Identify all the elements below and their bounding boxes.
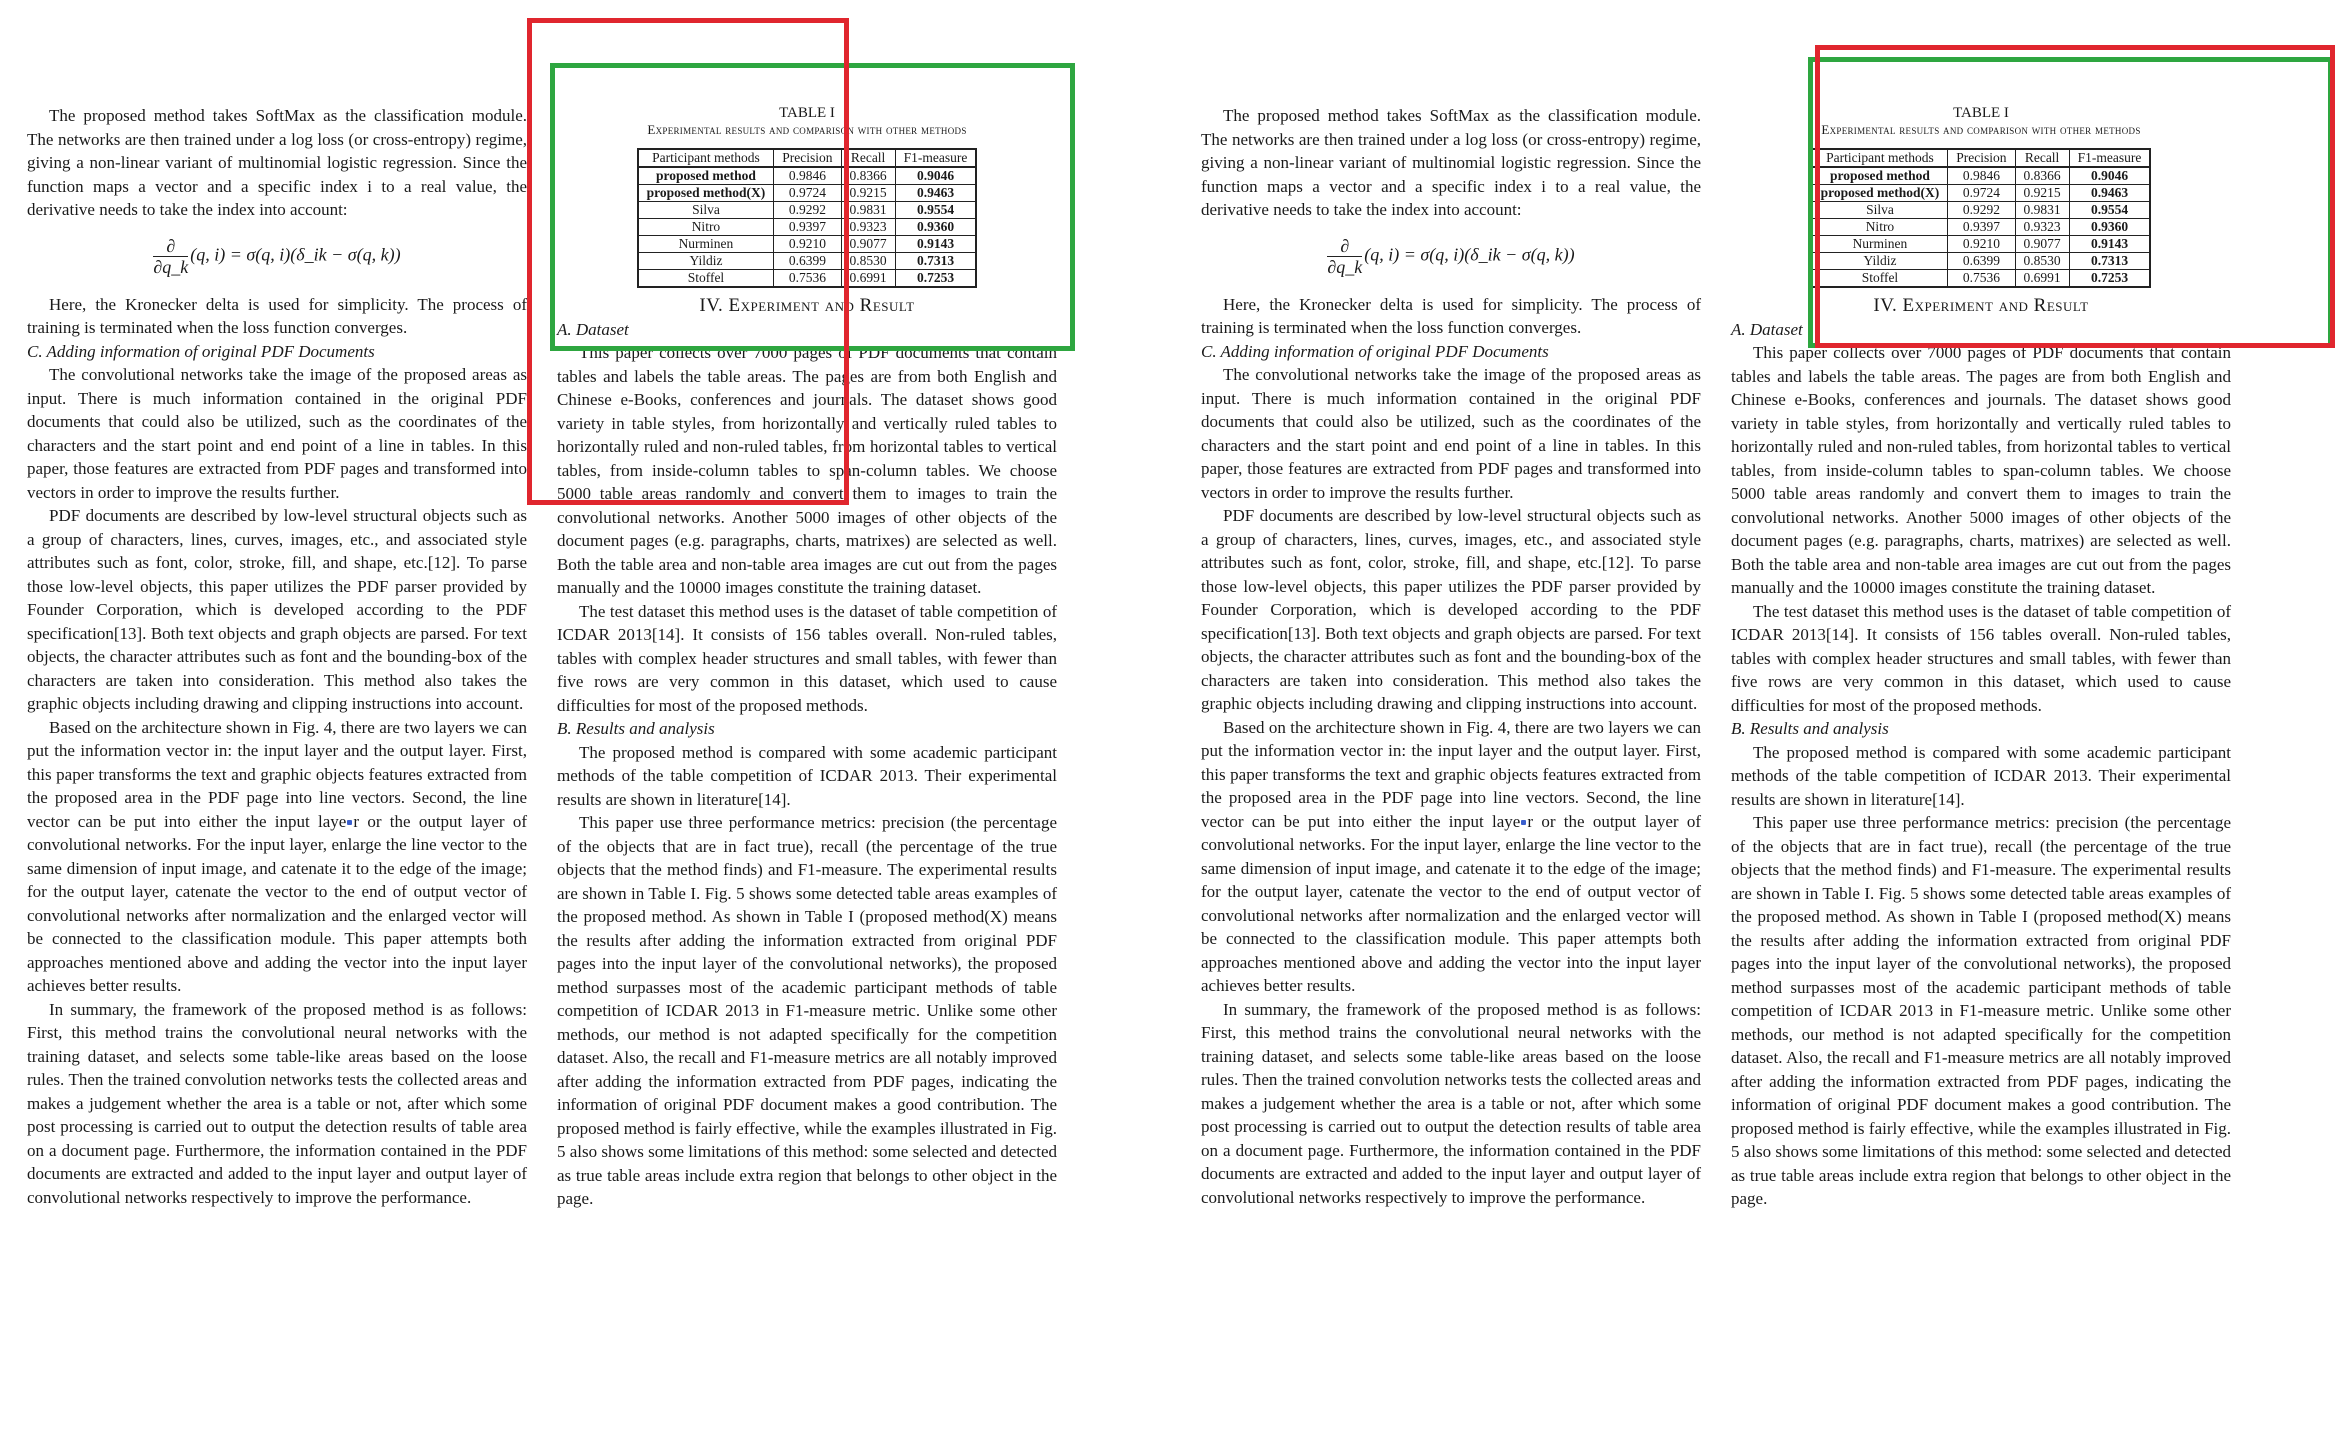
table-row [638,270,977,288]
table-cell: 0.9554 [895,202,976,219]
para3-part-b: r or the output layer of convolutional networks. For the input layer, enlarge the line vector to the same dimension of input image, and catenate it to the edge of the image; for the output layer, catenate the vector to the end of output vector of convolutional networks after normalization and the enlarged vector will be connected to the classification module. This paper attempts both approaches mentioned above and adding the vector into the input layer achieves better results. [1201,811,1701,995]
results-table [637,148,978,288]
table-caption: Experimental results and comparison with other methods [1821,122,2141,137]
table-cell: Nurminen [638,236,774,253]
table-cell: Silva [1812,202,1948,219]
table-row [638,185,977,202]
table-header: F1-measure [895,149,976,167]
table-cell: Stoffel [1812,270,1948,288]
table-cell: 0.7536 [1948,270,2015,288]
table-cell: proposed method(X) [638,185,774,202]
text-column-right [557,104,1057,1211]
table-cell: 0.9360 [2069,219,2150,236]
para3-part-b: r or the output layer of convolutional networks. For the input layer, enlarge the line vector to the same dimension of input image, and catenate it to the edge of the image; for the output layer, catenate the vector to the end of output vector of convolutional networks after normalization and the enlarged vector will be connected to the classification module. This paper attempts both approaches mentioned above and adding the vector into the input layer achieves better results. [27,811,527,995]
body-paragraph-1: The convolutional networks take the image of the proposed areas as input. There is much information contained in the original PDF documents that could also be utilized, such as the coordinates of the characters and the start point and end point of a line in tables. In this paper, those features are extracted from PDF pages and transformed into vectors in order to improve the results further. [1201,365,1701,502]
table-cell: 0.9077 [2015,236,2069,253]
text-column-left [27,104,527,1209]
table-cell: 0.7253 [895,270,976,288]
table-cell: 0.8530 [841,253,895,270]
table-row [1812,253,2151,270]
table-cell: 0.9463 [895,185,976,202]
table-cell: 0.8530 [2015,253,2069,270]
body-paragraph-4: In summary, the framework of the proposed method is as follows: First, this method trains the convolutional neural networks with the training dataset, and selects some table-like areas based on the loose rules. Then the trained convolution networks tests the collected areas and makes a judgement whether the area is a table or not, after which some post processing is carried out to output the detection results of table area on a document page. Furthermore, the information contained in the PDF documents are extracted and added to the input layer and output layer of convolutional networks respectively to improve the performance. [27,999,527,1207]
eq-denominator: ∂q_k [1327,256,1363,277]
table-row [1812,202,2151,219]
results-paragraph-1: The proposed method is compared with some academic participant methods of the table competition of ICDAR 2013. Their experimental results are shown in literature[14]. [557,742,1057,809]
table-header: Participant methods [1812,149,1948,167]
results-paragraph-2: This paper use three performance metrics: precision (the percentage of the objects that are in fact true), recall (the percentage of the true objects that the method finds) and F1-measure. The experimental results are shown in Table I. Fig. 5 shows some detected table areas examples of the proposed method. As shown in Table I (proposed method(X) means the results after adding the information extracted from original PDF pages into the input layer of the convolutional networks), the proposed method surpasses most of the academic participant methods of table competition of ICDAR 2013 in F1-measure metric. Unlike some other methods, our method is not adapted specifically for the competition dataset. Also, the recall and F1-measure metrics are all notably improved after adding the information extracted from PDF pages, indicating the information of original PDF document makes a good contribution. The proposed method is fairly effective, while the examples illustrated in Fig. 5 also shows some limitations of this method: some selected and detected as true table areas include extra region that belongs to other object in the page. [557,813,1057,1208]
table-cell: 0.9846 [774,167,841,185]
table-cell: 0.7253 [2069,270,2150,288]
table-row [1812,185,2151,202]
table-cell: 0.7313 [2069,253,2150,270]
table-cell: 0.6991 [841,270,895,288]
intro-paragraph: The proposed method takes SoftMax as the classification module. The networks are then trained under a log loss (or cross-entropy) regime, giving a non-linear variant of multinomial logistic regression. Since the function maps a vector and a specific index i to a real value, the derivative needs to take the index into account: [1201,106,1701,219]
table-cell: Yildiz [1812,253,1948,270]
table-cell: 0.7536 [774,270,841,288]
table-cell: 0.8366 [2015,167,2069,185]
table-cell: 0.9046 [2069,167,2150,185]
table-cell: 0.9143 [2069,236,2150,253]
table-cell: 0.9397 [1948,219,2015,236]
table-row [638,253,977,270]
table-cell: 0.8366 [841,167,895,185]
table-cell: Silva [638,202,774,219]
table-row [638,236,977,253]
para3-part-a: Based on the architecture shown in Fig. 4, there are two layers we can put the information vector in: the input layer and the output layer. First, this paper transforms the text and graphic objects features extracted from the proposed area in the PDF page into line vectors. Second, the line vector can be put into either the input laye [27,717,527,831]
table-cell: 0.9077 [841,236,895,253]
table-header: Recall [2015,149,2069,167]
table-cell: 0.9724 [1948,185,2015,202]
table-cell: 0.9323 [2015,219,2069,236]
table-cell: proposed method [1812,167,1948,185]
derivative-equation [27,236,527,277]
table-cell: 0.7313 [895,253,976,270]
table-row [1812,270,2151,288]
table-cell: 0.9724 [774,185,841,202]
eq-numerator: ∂ [153,236,188,257]
table-cell: 0.9323 [841,219,895,236]
subsection-heading-a: A. Dataset [1731,319,1803,339]
results-table [1811,148,2152,288]
table-row [1812,167,2151,185]
table-cell: 0.9210 [1948,236,2015,253]
body-paragraph-1: The convolutional networks take the image of the proposed areas as input. There is much information contained in the original PDF documents that could also be utilized, such as the coordinates of the characters and the start point and end point of a line in tables. In this paper, those features are extracted from PDF pages and transformed into vectors in order to improve the results further. [27,365,527,502]
table-cell: 0.9360 [895,219,976,236]
subsection-heading-c: C. Adding information of original PDF Documents [1201,341,1549,361]
table-cell: 0.9463 [2069,185,2150,202]
table-row [638,202,977,219]
table-header-row [638,149,977,167]
derivative-equation [1201,236,1701,277]
table-caption: Experimental results and comparison with other methods [647,122,967,137]
table-cell: 0.9846 [1948,167,2015,185]
table-cell: 0.6399 [1948,253,2015,270]
table-cell: proposed method [638,167,774,185]
table-cell: 0.9831 [841,202,895,219]
table-cell: Nurminen [1812,236,1948,253]
table-header: Precision [774,149,841,167]
text-column-left [1201,104,1701,1209]
table-header: Precision [1948,149,2015,167]
table-row [1812,219,2151,236]
section-heading-iv: IV. Experiment and Result [699,295,915,316]
table-cell: 0.9210 [774,236,841,253]
body-paragraph-3 [27,716,527,998]
results-table-block [1731,104,2231,288]
table-header: F1-measure [2069,149,2150,167]
table-title: TABLE I [779,105,835,121]
table-cell: proposed method(X) [1812,185,1948,202]
eq-rhs: (q, i) = σ(q, i)(δ_ik − σ(q, k)) [190,244,401,265]
table-row [1812,236,2151,253]
table-cell: 0.6399 [774,253,841,270]
text-cursor-mark [347,820,352,825]
body-paragraph-2: PDF documents are described by low-level structural objects such as a group of characters, lines, curves, images, etc., and associated style attributes such as font, color, stroke, fill, and shape, etc.[12]. To parse those low-level objects, this paper utilizes the PDF parser provided by Founder Corporation, which is developed according to the PDF specification[13]. Both text objects and graph objects are parsed. For text objects, the character attributes such as font and the bounding-box of the characters are taken into consideration. This method also takes the graphic objects including drawing and clipping instructions into account. [27,506,527,713]
eq-denominator: ∂q_k [153,256,189,277]
para3-part-a: Based on the architecture shown in Fig. 4, there are two layers we can put the information vector in: the input layer and the output layer. First, this paper transforms the text and graphic objects features extracted from the proposed area in the PDF page into line vectors. Second, the line vector can be put into either the input laye [1201,717,1701,831]
text-cursor-mark [1521,820,1526,825]
table-cell: Nitro [638,219,774,236]
kronecker-paragraph: Here, the Kronecker delta is used for simplicity. The process of training is terminated when the loss function converges. [1201,294,1701,337]
table-cell: 0.9143 [895,236,976,253]
table-cell: 0.9554 [2069,202,2150,219]
results-table-block [557,104,1057,288]
subsection-heading-b: B. Results and analysis [1731,719,1889,738]
table-title: TABLE I [1953,105,2009,121]
table-cell: 0.9831 [2015,202,2069,219]
page-panel-right [1174,0,2347,1454]
kronecker-paragraph: Here, the Kronecker delta is used for simplicity. The process of training is terminated when the loss function converges. [27,294,527,337]
body-paragraph-4: In summary, the framework of the proposed method is as follows: First, this method trains the convolutional neural networks with the training dataset, and selects some table-like areas based on the loose rules. Then the trained convolution networks tests the collected areas and makes a judgement whether the area is a table or not, after which some post processing is carried out to output the detection results of table area on a document page. Furthermore, the information contained in the PDF documents are extracted and added to the input layer and output layer of convolutional networks respectively to improve the performance. [1201,999,1701,1207]
results-paragraph-2: This paper use three performance metrics: precision (the percentage of the objects that are in fact true), recall (the percentage of the true objects that the method finds) and F1-measure. The experimental results are shown in Table I. Fig. 5 shows some detected table areas examples of the proposed method. As shown in Table I (proposed method(X) means the results after adding the information extracted from original PDF pages into the input layer of the convolutional networks), the proposed method surpasses most of the academic participant methods of table competition of ICDAR 2013 in F1-measure metric. Unlike some other methods, our method is not adapted specifically for the competition dataset. Also, the recall and F1-measure metrics are all notably improved after adding the information extracted from PDF pages, indicating the information of original PDF document makes a good contribution. The proposed method is fairly effective, while the examples illustrated in Fig. 5 also shows some limitations of this method: some selected and detected as true table areas include extra region that belongs to other object in the page. [1731,813,2231,1208]
table-header: Participant methods [638,149,774,167]
table-row [638,219,977,236]
results-paragraph-1: The proposed method is compared with some academic participant methods of the table competition of ICDAR 2013. Their experimental results are shown in literature[14]. [1731,742,2231,809]
body-paragraph-3 [1201,716,1701,998]
table-cell: Yildiz [638,253,774,270]
page-panel-left [0,0,1173,1454]
subsection-heading-c: C. Adding information of original PDF Documents [27,341,375,361]
table-cell: 0.9292 [1948,202,2015,219]
dataset-paragraph-2: The test dataset this method uses is the dataset of table competition of ICDAR 2013[14]. It consists of 156 tables overall. Non-ruled tables, tables with complex header structures and small tables, with fewer than five rows are very common in this dataset, which used to cause difficulties for most of the proposed methods. [557,601,1057,715]
text-column-right [1731,104,2231,1211]
eq-numerator: ∂ [1327,236,1362,257]
dataset-paragraph-2: The test dataset this method uses is the dataset of table competition of ICDAR 2013[14]. It consists of 156 tables overall. Non-ruled tables, tables with complex header structures and small tables, with fewer than five rows are very common in this dataset, which used to cause difficulties for most of the proposed methods. [1731,601,2231,715]
body-paragraph-2: PDF documents are described by low-level structural objects such as a group of characters, lines, curves, images, etc., and associated style attributes such as font, color, stroke, fill, and shape, etc.[12]. To parse those low-level objects, this paper utilizes the PDF parser provided by Founder Corporation, which is developed according to the PDF specification[13]. Both text objects and graph objects are parsed. For text objects, the character attributes such as font and the bounding-box of the characters are taken into consideration. This method also takes the graphic objects including drawing and clipping instructions into account. [1201,506,1701,713]
table-row [638,167,977,185]
intro-paragraph: The proposed method takes SoftMax as the classification module. The networks are then trained under a log loss (or cross-entropy) regime, giving a non-linear variant of multinomial logistic regression. Since the function maps a vector and a specific index i to a real value, the derivative needs to take the index into account: [27,106,527,219]
table-cell: 0.9397 [774,219,841,236]
table-cell: 0.9215 [2015,185,2069,202]
section-heading-iv: IV. Experiment and Result [1873,295,2089,316]
subsection-heading-a: A. Dataset [557,319,629,339]
table-header-row [1812,149,2151,167]
dataset-paragraph-1: This paper collects over 7000 pages of PDF documents that contain tables and labels the table areas. The pages are from both English and Chinese e-Books, conferences and journals. The dataset shows good variety in table styles, from horizontally and vertically ruled tables to horizontally ruled and non-ruled tables, from horizontal tables to vertical tables, from inside-column tables to span-column tables. We choose 5000 table areas randomly and convert them to images to train the convolutional networks. Another 5000 images of other objects of the document pages (e.g. paragraphs, charts, matrixes) are selected as well. Both the table area and non-table area images are cut out from the pages manually and the 10000 images constitute the training dataset. [557,343,1057,597]
table-cell: 0.9215 [841,185,895,202]
table-cell: 0.6991 [2015,270,2069,288]
dataset-paragraph-1: This paper collects over 7000 pages of PDF documents that contain tables and labels the table areas. The pages are from both English and Chinese e-Books, conferences and journals. The dataset shows good variety in table styles, from horizontally and vertically ruled tables to horizontally ruled and non-ruled tables, from horizontal tables to vertical tables, from inside-column tables to span-column tables. We choose 5000 table areas randomly and convert them to images to train the convolutional networks. Another 5000 images of other objects of the document pages (e.g. paragraphs, charts, matrixes) are selected as well. Both the table area and non-table area images are cut out from the pages manually and the 10000 images constitute the training dataset. [1731,343,2231,597]
table-cell: Nitro [1812,219,1948,236]
table-cell: Stoffel [638,270,774,288]
table-cell: 0.9046 [895,167,976,185]
table-header: Recall [841,149,895,167]
eq-rhs: (q, i) = σ(q, i)(δ_ik − σ(q, k)) [1364,244,1575,265]
subsection-heading-b: B. Results and analysis [557,719,715,738]
table-cell: 0.9292 [774,202,841,219]
